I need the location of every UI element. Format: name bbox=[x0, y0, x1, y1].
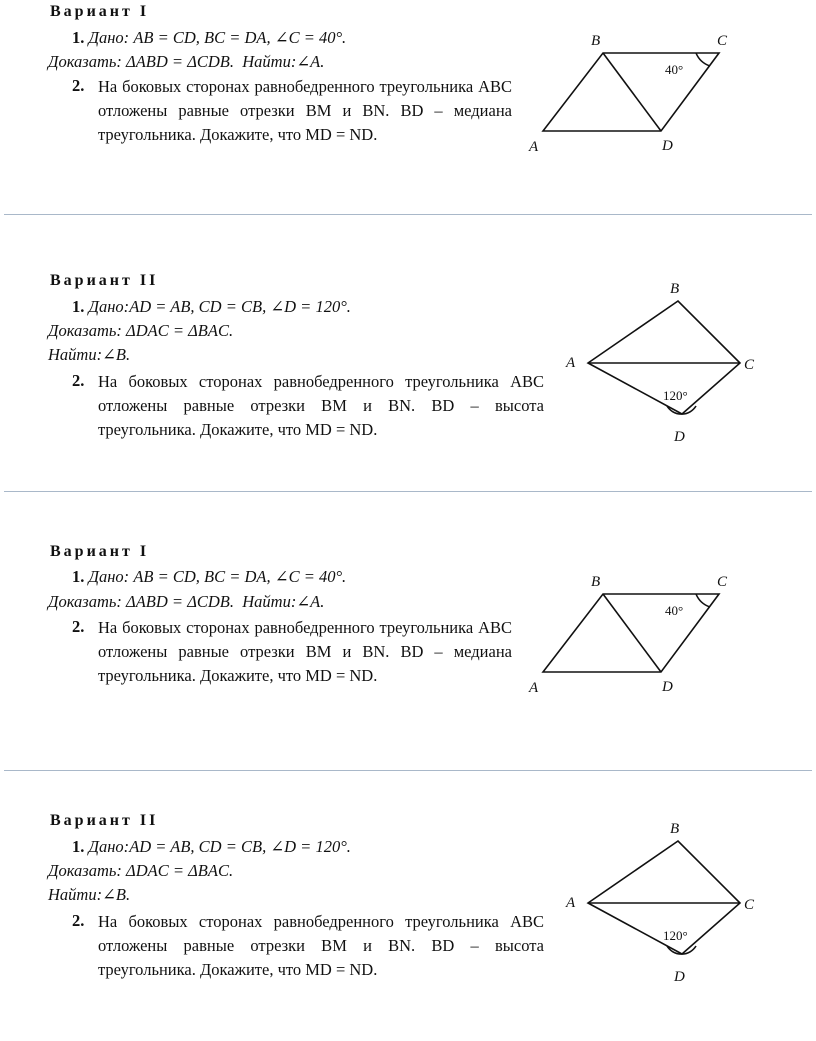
divider bbox=[4, 491, 812, 492]
task-number: 1. bbox=[72, 837, 85, 856]
task1-prove-line bbox=[48, 320, 233, 342]
find-text: ∠B. bbox=[102, 345, 131, 364]
task1-given-line bbox=[72, 566, 346, 588]
label-b: B bbox=[591, 33, 601, 49]
parallelogram-figure bbox=[525, 25, 745, 160]
label-d: D bbox=[674, 969, 685, 985]
task-number: 2. bbox=[72, 617, 85, 636]
variant-title: Вариант I bbox=[50, 3, 150, 20]
task1-given-line bbox=[72, 836, 351, 858]
label-b: B bbox=[670, 281, 680, 297]
prove-text: ΔDAC = ΔBAC. bbox=[126, 861, 234, 880]
given-label: Дано: bbox=[88, 28, 130, 47]
find-text: ∠B. bbox=[102, 885, 131, 904]
task1-prove-line bbox=[48, 860, 233, 882]
given-label: Дано: bbox=[88, 297, 130, 316]
parallelogram-abcd bbox=[543, 53, 719, 131]
diagonal-bd bbox=[603, 53, 661, 131]
given-label: Дано: bbox=[88, 567, 130, 586]
task1-prove-line bbox=[48, 591, 324, 613]
task-number: 1. bbox=[72, 28, 85, 47]
label-a: A bbox=[529, 680, 539, 696]
divider bbox=[4, 214, 812, 215]
task-number: 2. bbox=[72, 76, 85, 95]
label-d: D bbox=[674, 429, 685, 445]
label-c: C bbox=[717, 574, 728, 590]
label-a: A bbox=[529, 139, 539, 155]
given-label: Дано: bbox=[88, 837, 130, 856]
prove-label: Доказать: bbox=[48, 321, 122, 340]
label-c: C bbox=[717, 33, 728, 49]
label-b: B bbox=[591, 574, 601, 590]
prove-label: Доказать: bbox=[48, 592, 122, 611]
task1-find-line bbox=[48, 884, 130, 906]
prove-text: ΔABD = ΔCDB. bbox=[126, 52, 234, 71]
find-label: Найти: bbox=[48, 885, 103, 904]
diagonal-bd bbox=[603, 594, 661, 672]
task1-prove-line bbox=[48, 51, 324, 73]
label-c: C bbox=[744, 357, 755, 373]
label-a: A bbox=[566, 355, 576, 371]
task2-number bbox=[72, 910, 84, 932]
prove-label: Доказать: bbox=[48, 52, 122, 71]
label-d: D bbox=[662, 138, 673, 154]
task2-text: На боковых сторонах равнобедренного треугольника ABC отложены равные отрезки BM и BN. BD – медиана треугольника. Докажите, что MD = ND. bbox=[98, 77, 512, 144]
divider bbox=[4, 770, 812, 771]
kite-figure bbox=[560, 275, 760, 450]
prove-text: ΔDAC = ΔBAC. bbox=[126, 321, 234, 340]
label-a: A bbox=[566, 895, 576, 911]
task1-find-line bbox=[48, 344, 130, 366]
parallelogram-abcd bbox=[543, 594, 719, 672]
task2-text: На боковых сторонах равнобедренного треугольника ABC отложены равные отрезки BM и BN. BD – высота треугольника. Докажите, что MD = ND. bbox=[98, 372, 544, 439]
task2-number bbox=[72, 616, 84, 638]
task-number: 2. bbox=[72, 371, 85, 390]
find-label: Найти: bbox=[242, 592, 297, 611]
task-number: 1. bbox=[72, 297, 85, 316]
prove-text: ΔABD = ΔCDB. bbox=[126, 592, 234, 611]
variant-title: Вариант II bbox=[50, 812, 159, 829]
find-text: ∠A. bbox=[296, 592, 325, 611]
angle-label: 120° bbox=[663, 388, 688, 403]
angle-label: 120° bbox=[663, 928, 688, 943]
angle-label: 40° bbox=[665, 603, 684, 618]
given-text: AD = AB, CD = CB, ∠D = 120°. bbox=[129, 297, 351, 316]
task-number: 2. bbox=[72, 911, 85, 930]
label-d: D bbox=[662, 679, 673, 695]
task2-number bbox=[72, 370, 84, 392]
angle-c-arc bbox=[696, 53, 710, 66]
find-label: Найти: bbox=[48, 345, 103, 364]
find-label: Найти: bbox=[242, 52, 297, 71]
task1-given-line bbox=[72, 296, 351, 318]
task2-text: На боковых сторонах равнобедренного треугольника ABC отложены равные отрезки BM и BN. BD – высота треугольника. Докажите, что MD = ND. bbox=[98, 912, 544, 979]
given-text: AB = CD, BC = DA, ∠C = 40°. bbox=[133, 28, 347, 47]
parallelogram-figure bbox=[525, 566, 745, 701]
variant-title: Вариант I bbox=[50, 543, 150, 560]
angle-label: 40° bbox=[665, 62, 684, 77]
kite-figure bbox=[560, 815, 760, 990]
given-text: AB = CD, BC = DA, ∠C = 40°. bbox=[133, 567, 347, 586]
find-text: ∠A. bbox=[296, 52, 325, 71]
prove-label: Доказать: bbox=[48, 861, 122, 880]
given-text: AD = AB, CD = CB, ∠D = 120°. bbox=[129, 837, 351, 856]
task1-given-line bbox=[72, 27, 346, 49]
task2-number bbox=[72, 75, 84, 97]
task-number: 1. bbox=[72, 567, 85, 586]
label-b: B bbox=[670, 821, 680, 837]
label-c: C bbox=[744, 897, 755, 913]
angle-c-arc bbox=[696, 594, 710, 607]
task2-text: На боковых сторонах равнобедренного треугольника ABC отложены равные отрезки BM и BN. BD – медиана треугольника. Докажите, что MD = ND. bbox=[98, 618, 512, 685]
variant-title: Вариант II bbox=[50, 272, 159, 289]
